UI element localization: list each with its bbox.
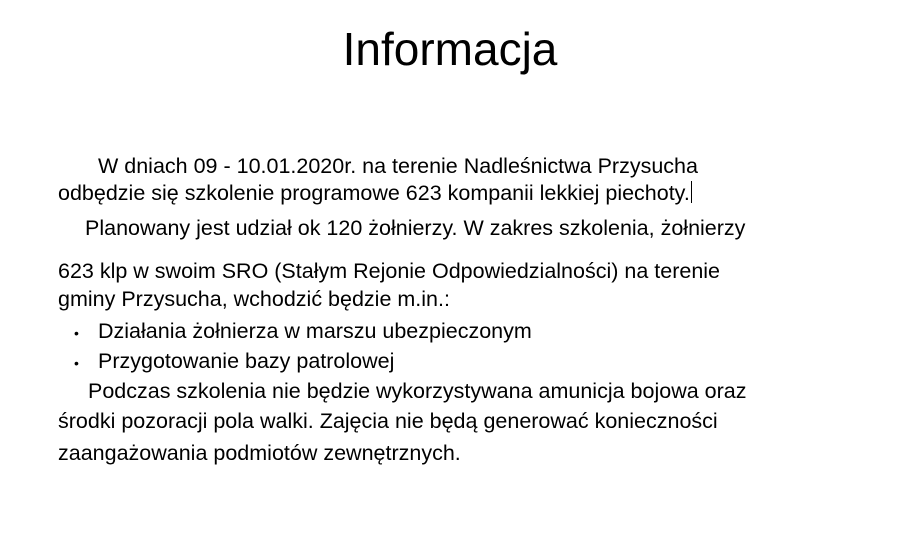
paragraph-2-line-1: Planowany jest udział ok 120 żołnierzy. W zakres szkolenia, żołnierzy	[85, 216, 746, 240]
paragraph-3-line-3: zaangażowania podmiotów zewnętrznych.	[58, 441, 461, 465]
text-cursor	[691, 181, 692, 203]
bullet-item	[58, 318, 532, 346]
paragraph-3-line-1: Podczas szkolenia nie będzie wykorzystywana amunicja bojowa oraz	[88, 379, 747, 403]
bullet-marker: •	[74, 325, 79, 341]
paragraph-2-line-2: 623 klp w swoim SRO (Stałym Rejonie Odpowiedzialności) na terenie	[58, 259, 721, 283]
paragraph-1-line-1: W dniach 09 - 10.01.2020r. na terenie Nadleśnictwa Przysucha	[98, 154, 698, 178]
bullet-text: Działania żołnierza w marszu ubezpieczonym	[98, 319, 532, 343]
paragraph-1-line-2	[58, 180, 692, 206]
paragraph-2-line-3: gminy Przysucha, wchodzić będzie m.in.:	[58, 287, 450, 311]
paragraph-1-line-2-text: odbędzie się szkolenie programowe 623 kompanii lekkiej piechoty.	[58, 181, 690, 205]
paragraph-3-line-2: środki pozoracji pola walki. Zajęcia nie będą generować konieczności	[58, 409, 718, 433]
document-title: Informacja	[342, 23, 558, 75]
bullet-marker: •	[74, 355, 79, 371]
bullet-item	[58, 348, 394, 376]
bullet-text: Przygotowanie bazy patrolowej	[98, 349, 395, 373]
